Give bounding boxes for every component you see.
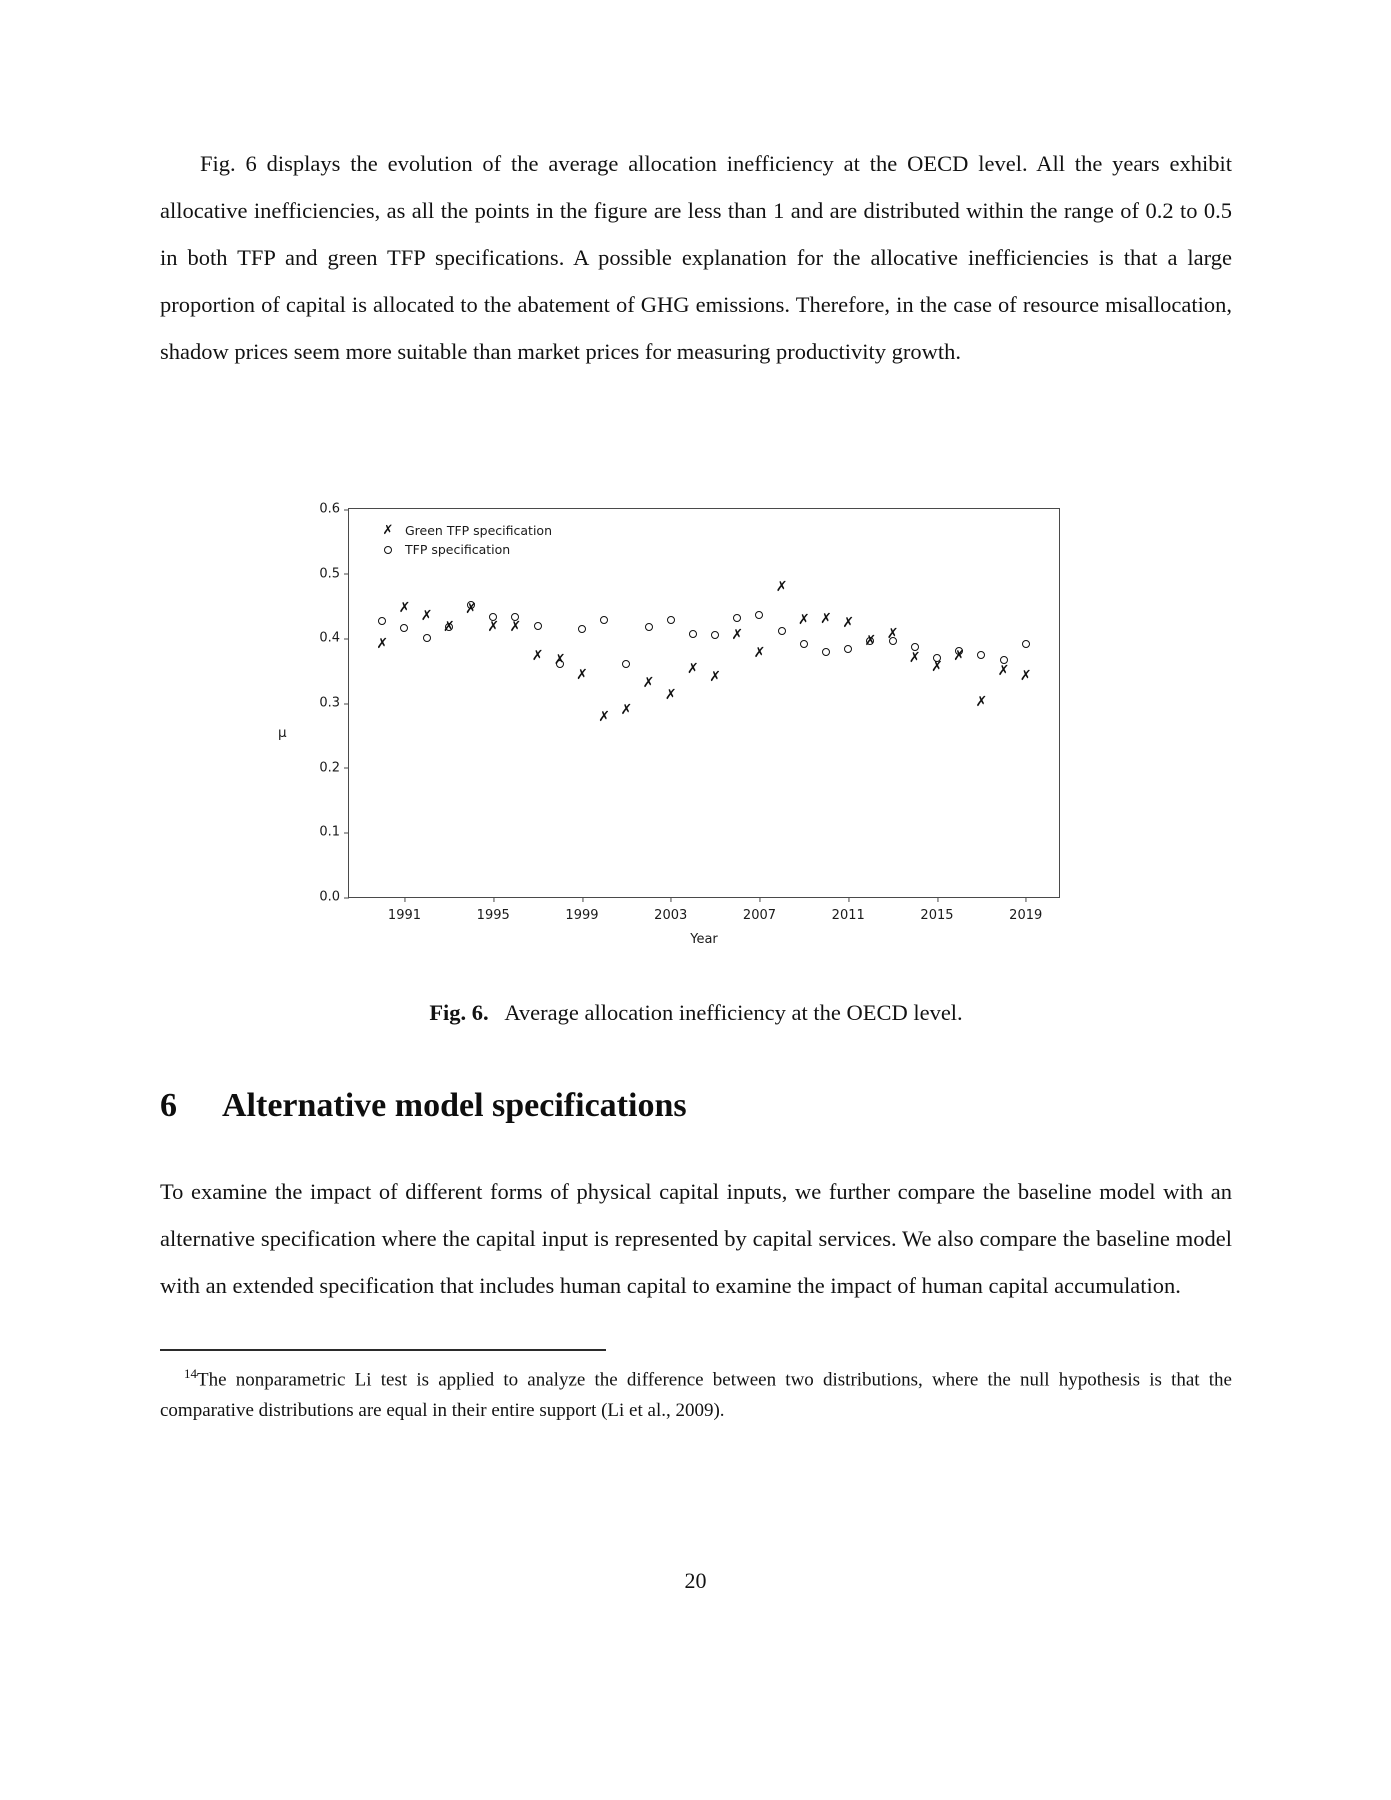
data-point-green-tfp: ✗ <box>420 607 433 624</box>
x-axis-tick: 1995 <box>477 897 510 923</box>
data-point-tfp <box>822 648 830 656</box>
data-point-green-tfp: ✗ <box>687 661 699 678</box>
y-axis-tick: 0.3 <box>319 696 349 711</box>
data-point-tfp <box>423 634 431 642</box>
x-axis-tick: 2019 <box>1009 897 1042 923</box>
data-point-tfp <box>911 643 919 651</box>
data-point-green-tfp: ✗ <box>886 626 899 643</box>
x-axis-tick: 2003 <box>654 897 687 923</box>
data-point-green-tfp: ✗ <box>465 600 477 617</box>
data-point-tfp <box>600 616 608 624</box>
data-point-green-tfp: ✗ <box>487 619 500 636</box>
data-point-tfp <box>534 622 542 630</box>
footnote-marker: 14 <box>184 1366 197 1381</box>
data-point-tfp <box>645 623 653 631</box>
data-point-green-tfp: ✗ <box>576 667 588 684</box>
data-point-tfp <box>489 613 497 621</box>
data-point-green-tfp: ✗ <box>975 694 988 711</box>
paragraph-alternative-models: To examine the impact of different forms of physical capital inputs, we further compare the baseline model with an alternative specification where the capital input is represented by capital services. We also compare the baseline model with an extended specification that includes human capital to examine the impact of human capital accumulation. <box>160 1179 1232 1298</box>
data-point-green-tfp: ✗ <box>398 599 411 616</box>
y-axis-tick: 0.5 <box>319 566 349 581</box>
data-point-green-tfp: ✗ <box>531 648 544 665</box>
legend-label: Green TFP specification <box>405 523 552 538</box>
data-point-green-tfp: ✗ <box>797 612 810 629</box>
data-point-tfp <box>711 631 719 639</box>
data-point-tfp <box>511 613 519 621</box>
data-point-tfp <box>933 654 941 662</box>
data-point-green-tfp: ✗ <box>820 610 832 627</box>
figure-6 <box>160 498 1232 968</box>
data-point-tfp <box>689 630 697 638</box>
paragraph-figure-intro: Fig. 6 displays the evolution of the average allocation inefficiency at the OECD level. All the years exhibit allocative inefficiencies, as all the points in the figure are less than 1 and are distributed within the range of 0.2 to 0.5 in both TFP and green TFP specifications. A possible explanation for the allocative inefficiencies is that a large proportion of capital is allocated to the abatement of GHG emissions. Therefore, in the case of resource misallocation, shadow prices seem more suitable than market prices for measuring productivity growth. <box>160 151 1232 364</box>
y-axis-tick: 0.4 <box>319 631 349 646</box>
y-axis-tick: 0.0 <box>319 890 349 905</box>
data-point-tfp <box>1022 640 1030 648</box>
data-point-green-tfp: ✗ <box>864 632 877 649</box>
data-point-tfp <box>977 651 985 659</box>
figure-caption-text: Average allocation inefficiency at the OECD level. <box>504 1000 963 1025</box>
data-point-tfp <box>378 617 386 625</box>
data-point-green-tfp: ✗ <box>442 619 455 636</box>
data-point-tfp <box>844 645 852 653</box>
x-axis-label: Year <box>690 932 718 947</box>
data-point-green-tfp: ✗ <box>953 647 966 664</box>
data-point-tfp <box>955 647 963 655</box>
data-point-tfp <box>467 601 475 609</box>
data-point-green-tfp: ✗ <box>931 658 943 675</box>
cross-marker-icon: ✗ <box>382 523 394 538</box>
y-axis-label: μ <box>278 725 287 741</box>
data-point-green-tfp: ✗ <box>709 669 721 686</box>
section-number: 6 <box>160 1087 177 1124</box>
data-point-green-tfp: ✗ <box>376 635 389 652</box>
data-point-tfp <box>778 627 786 635</box>
legend-item-tfp <box>371 540 552 559</box>
data-point-tfp <box>1000 656 1008 664</box>
x-axis-tick: 1999 <box>565 897 598 923</box>
data-point-green-tfp: ✗ <box>842 614 855 631</box>
data-point-tfp <box>400 624 408 632</box>
data-point-green-tfp: ✗ <box>1019 668 1032 685</box>
data-point-tfp <box>578 625 586 633</box>
scatter-chart <box>280 498 1110 968</box>
data-point-tfp <box>866 637 874 645</box>
footnote <box>160 1358 1232 1426</box>
page-number: 20 <box>684 1568 707 1593</box>
data-point-tfp <box>800 640 808 648</box>
data-point-green-tfp: ✗ <box>775 579 788 596</box>
data-point-green-tfp: ✗ <box>997 663 1010 680</box>
footnote-separator <box>160 1349 606 1351</box>
x-axis-tick: 1991 <box>388 897 421 923</box>
y-axis-tick: 0.1 <box>319 825 349 840</box>
section-heading <box>160 1087 1232 1125</box>
data-point-green-tfp: ✗ <box>620 702 633 719</box>
data-point-tfp <box>445 623 453 631</box>
legend-label: TFP specification <box>405 542 511 557</box>
x-axis-tick: 2011 <box>832 897 865 923</box>
figure-caption <box>160 1000 1232 1026</box>
section-title: Alternative model specifications <box>222 1087 687 1124</box>
data-point-green-tfp: ✗ <box>553 651 566 668</box>
chart-legend <box>371 521 552 559</box>
data-point-tfp <box>622 660 630 668</box>
data-point-tfp <box>733 614 741 622</box>
y-axis-tick: 0.6 <box>319 502 349 517</box>
data-point-green-tfp: ✗ <box>642 674 655 691</box>
plot-area <box>319 501 1060 923</box>
data-point-tfp <box>667 616 675 624</box>
x-axis-tick: 2007 <box>743 897 776 923</box>
data-point-green-tfp: ✗ <box>598 708 611 725</box>
data-point-tfp <box>755 611 763 619</box>
x-axis-tick: 2015 <box>920 897 953 923</box>
figure-caption-label: Fig. 6. <box>429 1000 489 1025</box>
data-point-tfp <box>889 637 897 645</box>
data-point-green-tfp: ✗ <box>731 627 744 644</box>
legend-item-green-tfp <box>371 521 552 540</box>
data-point-tfp <box>556 660 564 668</box>
data-point-green-tfp: ✗ <box>509 619 522 636</box>
data-point-green-tfp: ✗ <box>908 649 921 666</box>
footnote-text: The nonparametric Li test is applied to analyze the difference between two distributions, where the null hypothesis is that the comparative distributions are equal in their entire support (Li et al., 2009). <box>160 1369 1232 1422</box>
y-axis-tick: 0.2 <box>319 760 349 775</box>
data-point-green-tfp: ✗ <box>753 645 766 662</box>
data-point-green-tfp: ✗ <box>664 686 677 703</box>
circle-marker-icon <box>371 546 405 554</box>
